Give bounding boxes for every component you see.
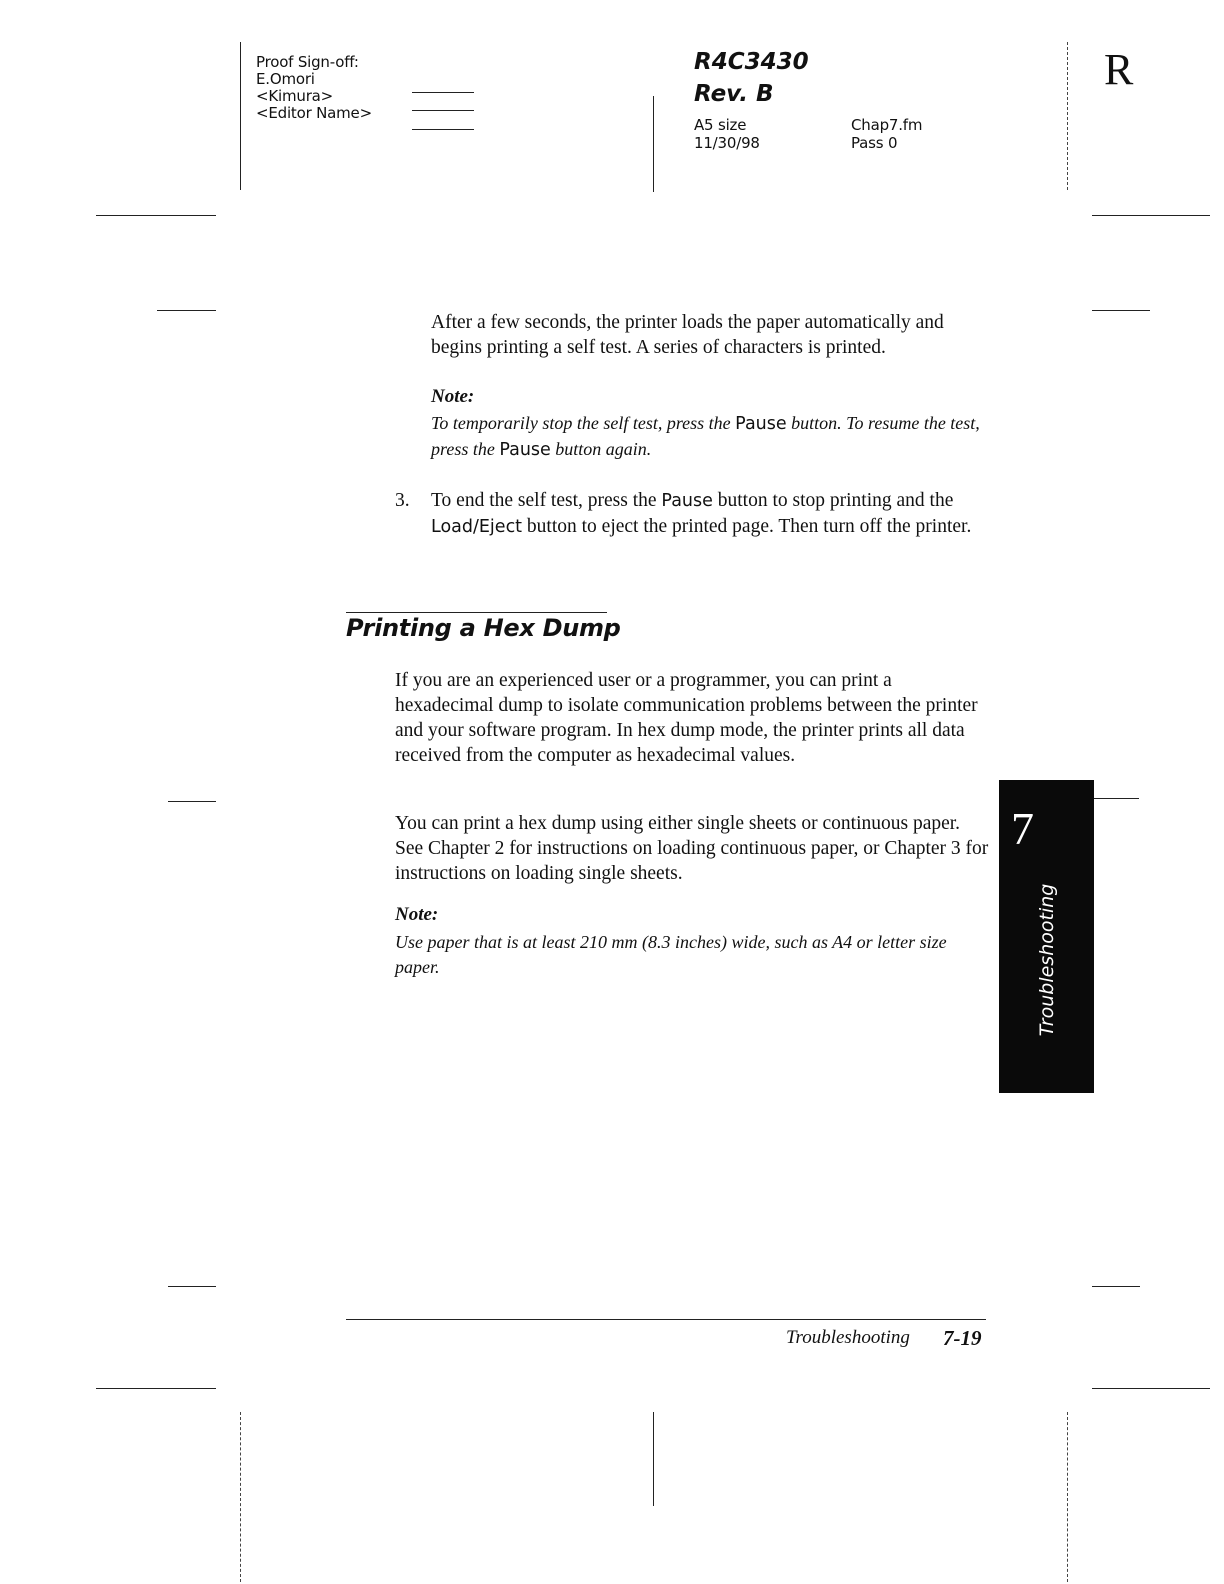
signer-name: <Editor Name> (256, 104, 372, 122)
note-label: Note: (431, 386, 475, 407)
footer-rule (346, 1319, 986, 1320)
crop-mark-vertical (1067, 42, 1068, 190)
crop-mark-horizontal (168, 1286, 216, 1287)
pause-button-label: Pause (661, 491, 713, 511)
step-text-segment: button to eject the printed page. Then turn off the printer. (522, 516, 972, 537)
signature-line (412, 110, 474, 111)
note-text: Use paper that is at least 210 mm (8.3 inches) wide, such as A4 or letter size paper. (395, 932, 947, 977)
chapter-number: 7 (1011, 803, 1034, 854)
load-eject-button-label: Load/Eject (431, 517, 523, 537)
crop-mark-horizontal (157, 310, 216, 311)
footer-section: Troubleshooting (786, 1327, 910, 1348)
doc-code: R4C3430 (694, 49, 809, 75)
paragraph: If you are an experienced user or a programmer, you can print a hexadecimal dump to isolate communication problems between the printer and your software program. In hex dump mode, the printer prints all data received from the computer as hexadecimal values. (395, 670, 978, 766)
crop-mark-vertical (653, 1412, 654, 1506)
note-label: Note: (395, 904, 439, 925)
crop-mark-vertical (240, 42, 241, 190)
crop-mark-horizontal (96, 215, 216, 216)
crop-mark-horizontal (1092, 215, 1210, 216)
doc-pass: Pass 0 (851, 134, 898, 152)
signer-name: <Kimura> (256, 87, 334, 105)
crop-mark-vertical (1067, 1412, 1068, 1582)
doc-date: 11/30/98 (694, 134, 760, 152)
note-text (431, 411, 991, 463)
chapter-tab-label: Troubleshooting (1036, 883, 1058, 1037)
crop-mark-horizontal (168, 801, 216, 802)
step-number: 3. (395, 490, 410, 511)
signature-line (412, 129, 474, 130)
note-text-segment: To temporarily stop the self test, press the (431, 413, 736, 433)
registration-mark: R (1104, 45, 1134, 94)
page-number: 7-19 (943, 1326, 982, 1350)
signature-line (412, 92, 474, 93)
step-text-segment: button to stop printing and the (712, 490, 954, 511)
crop-mark-horizontal (1092, 310, 1150, 311)
doc-file: Chap7.fm (851, 116, 923, 134)
step-text (431, 488, 991, 540)
crop-mark-vertical (653, 96, 654, 192)
pause-button-label: Pause (499, 440, 551, 460)
crop-mark-horizontal (1092, 1286, 1140, 1287)
signer-name: E.Omori (256, 70, 315, 88)
heading-rule (346, 612, 607, 613)
section-heading: Printing a Hex Dump (346, 614, 621, 642)
proof-label: Proof Sign-off: (256, 53, 359, 71)
paragraph: After a few seconds, the printer loads the paper automatically and begins printing a self test. A series of characters is printed. (431, 312, 944, 358)
note-text-segment: button again. (550, 439, 652, 459)
doc-size: A5 size (694, 116, 747, 134)
note-text-segment: button. To resume the test, press the (431, 413, 980, 459)
pause-button-label: Pause (735, 414, 787, 434)
crop-mark-horizontal (96, 1388, 216, 1389)
doc-revision: Rev. B (694, 81, 774, 107)
chapter-tab (999, 780, 1094, 1093)
crop-mark-vertical (240, 1412, 241, 1582)
crop-mark-horizontal (1092, 1388, 1210, 1389)
paragraph: You can print a hex dump using either single sheets or continuous paper. See Chapter 2 for instructions on loading continuous paper, or Chapter 3 for instructions on loading single sheets. (395, 813, 989, 884)
step-text-segment: To end the self test, press the (431, 490, 662, 511)
crop-mark-horizontal (1094, 798, 1139, 799)
proof-signoff-block (256, 54, 372, 122)
